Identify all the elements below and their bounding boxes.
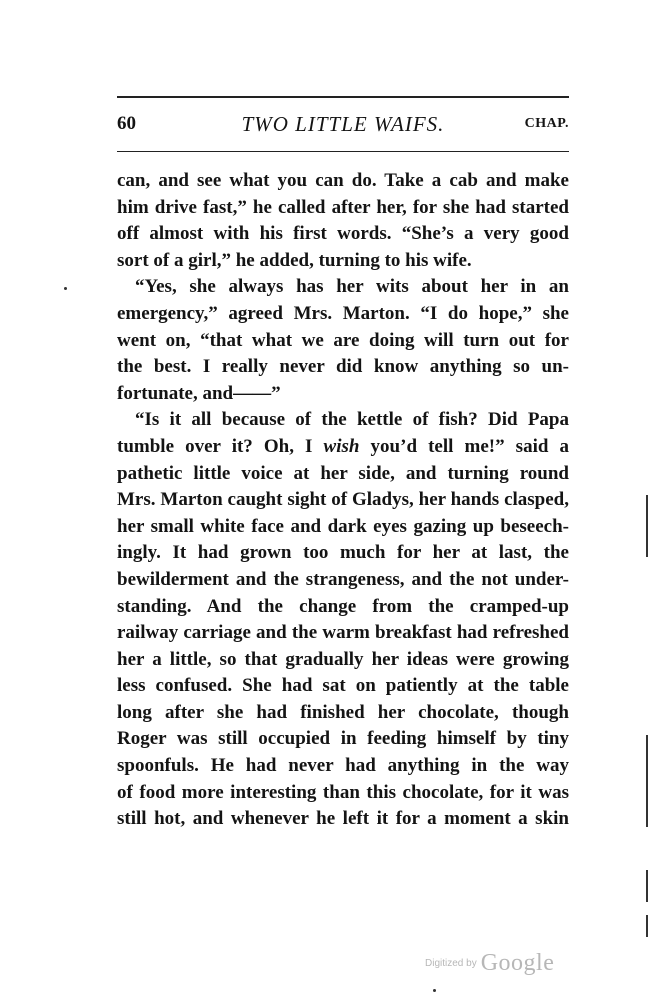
text-line: railway carriage and the warm breakfast had refreshed: [117, 622, 569, 644]
body-text: [117, 168, 569, 833]
text-line: went on, “that what we are doing will turn out for: [117, 329, 569, 351]
text-fragment: you’d tell me!” said a: [359, 435, 569, 457]
text-line: Roger was still occupied in feeding himself by tiny: [117, 728, 569, 750]
text-line: Mrs. Marton caught sight of Gladys, her hands clasped,: [117, 489, 569, 511]
text-line: can, and see what you can do. Take a cab and make: [117, 170, 569, 191]
text-line: him drive fast,” he called after her, for she had started: [117, 196, 569, 218]
text-line: long after she had finished her chocolate, though: [117, 701, 569, 723]
text-line: ingly. It had grown too much for her at last, the: [117, 542, 569, 564]
scan-speck: [64, 287, 67, 290]
text-line: sort of a girl,” he added, turning to his wife.: [117, 249, 472, 271]
google-logo: Google: [480, 950, 555, 976]
text-fragment: tumble over it? Oh, I: [117, 435, 324, 457]
header-top-rule: [117, 96, 569, 98]
scan-speck: [433, 989, 436, 992]
digitized-by-google-watermark: [425, 950, 554, 980]
text-line: fortunate, and——”: [117, 382, 281, 404]
text-line: less confused. She had sat on patiently at the table: [117, 675, 569, 697]
header-bottom-rule: [117, 151, 569, 152]
running-title: TWO LITTLE WAIFS.: [241, 112, 445, 136]
text-line: still hot, and whenever he left it for a moment a skin: [117, 808, 569, 830]
page-number: 60: [117, 113, 136, 134]
scan-margin-mark: [646, 495, 648, 557]
text-line: “Yes, she always has her wits about her in an: [135, 276, 569, 298]
text-line: of food more interesting than this chocolate, for it was: [117, 781, 569, 803]
running-head: [117, 111, 569, 139]
text-line: standing. And the change from the cramped-up: [117, 595, 569, 617]
text-line: pathetic little voice at her side, and turning round: [117, 462, 569, 484]
emphasized-word: wish: [323, 435, 360, 457]
scan-margin-mark: [646, 915, 648, 937]
scan-margin-mark: [646, 870, 648, 902]
text-line: her a little, so that gradually her ideas were growing: [117, 648, 569, 670]
text-line: bewilderment and the strangeness, and the not under-: [117, 568, 569, 590]
text-line: spoonfuls. He had never had anything in the way: [117, 755, 569, 777]
text-line: off almost with his first words. “She’s a very good: [117, 223, 569, 245]
text-line: her small white face and dark eyes gazing up beseech-: [117, 515, 569, 537]
text-line: emergency,” agreed Mrs. Marton. “I do hope,” she: [117, 302, 569, 324]
text-line: [117, 434, 569, 461]
watermark-prefix: Digitized by: [425, 958, 477, 969]
chapter-label: CHAP.: [524, 116, 569, 131]
scan-margin-mark: [646, 735, 648, 827]
text-line: “Is it all because of the kettle of fish? Did Papa: [135, 409, 569, 431]
text-line: the best. I really never did know anything so un-: [117, 356, 569, 378]
